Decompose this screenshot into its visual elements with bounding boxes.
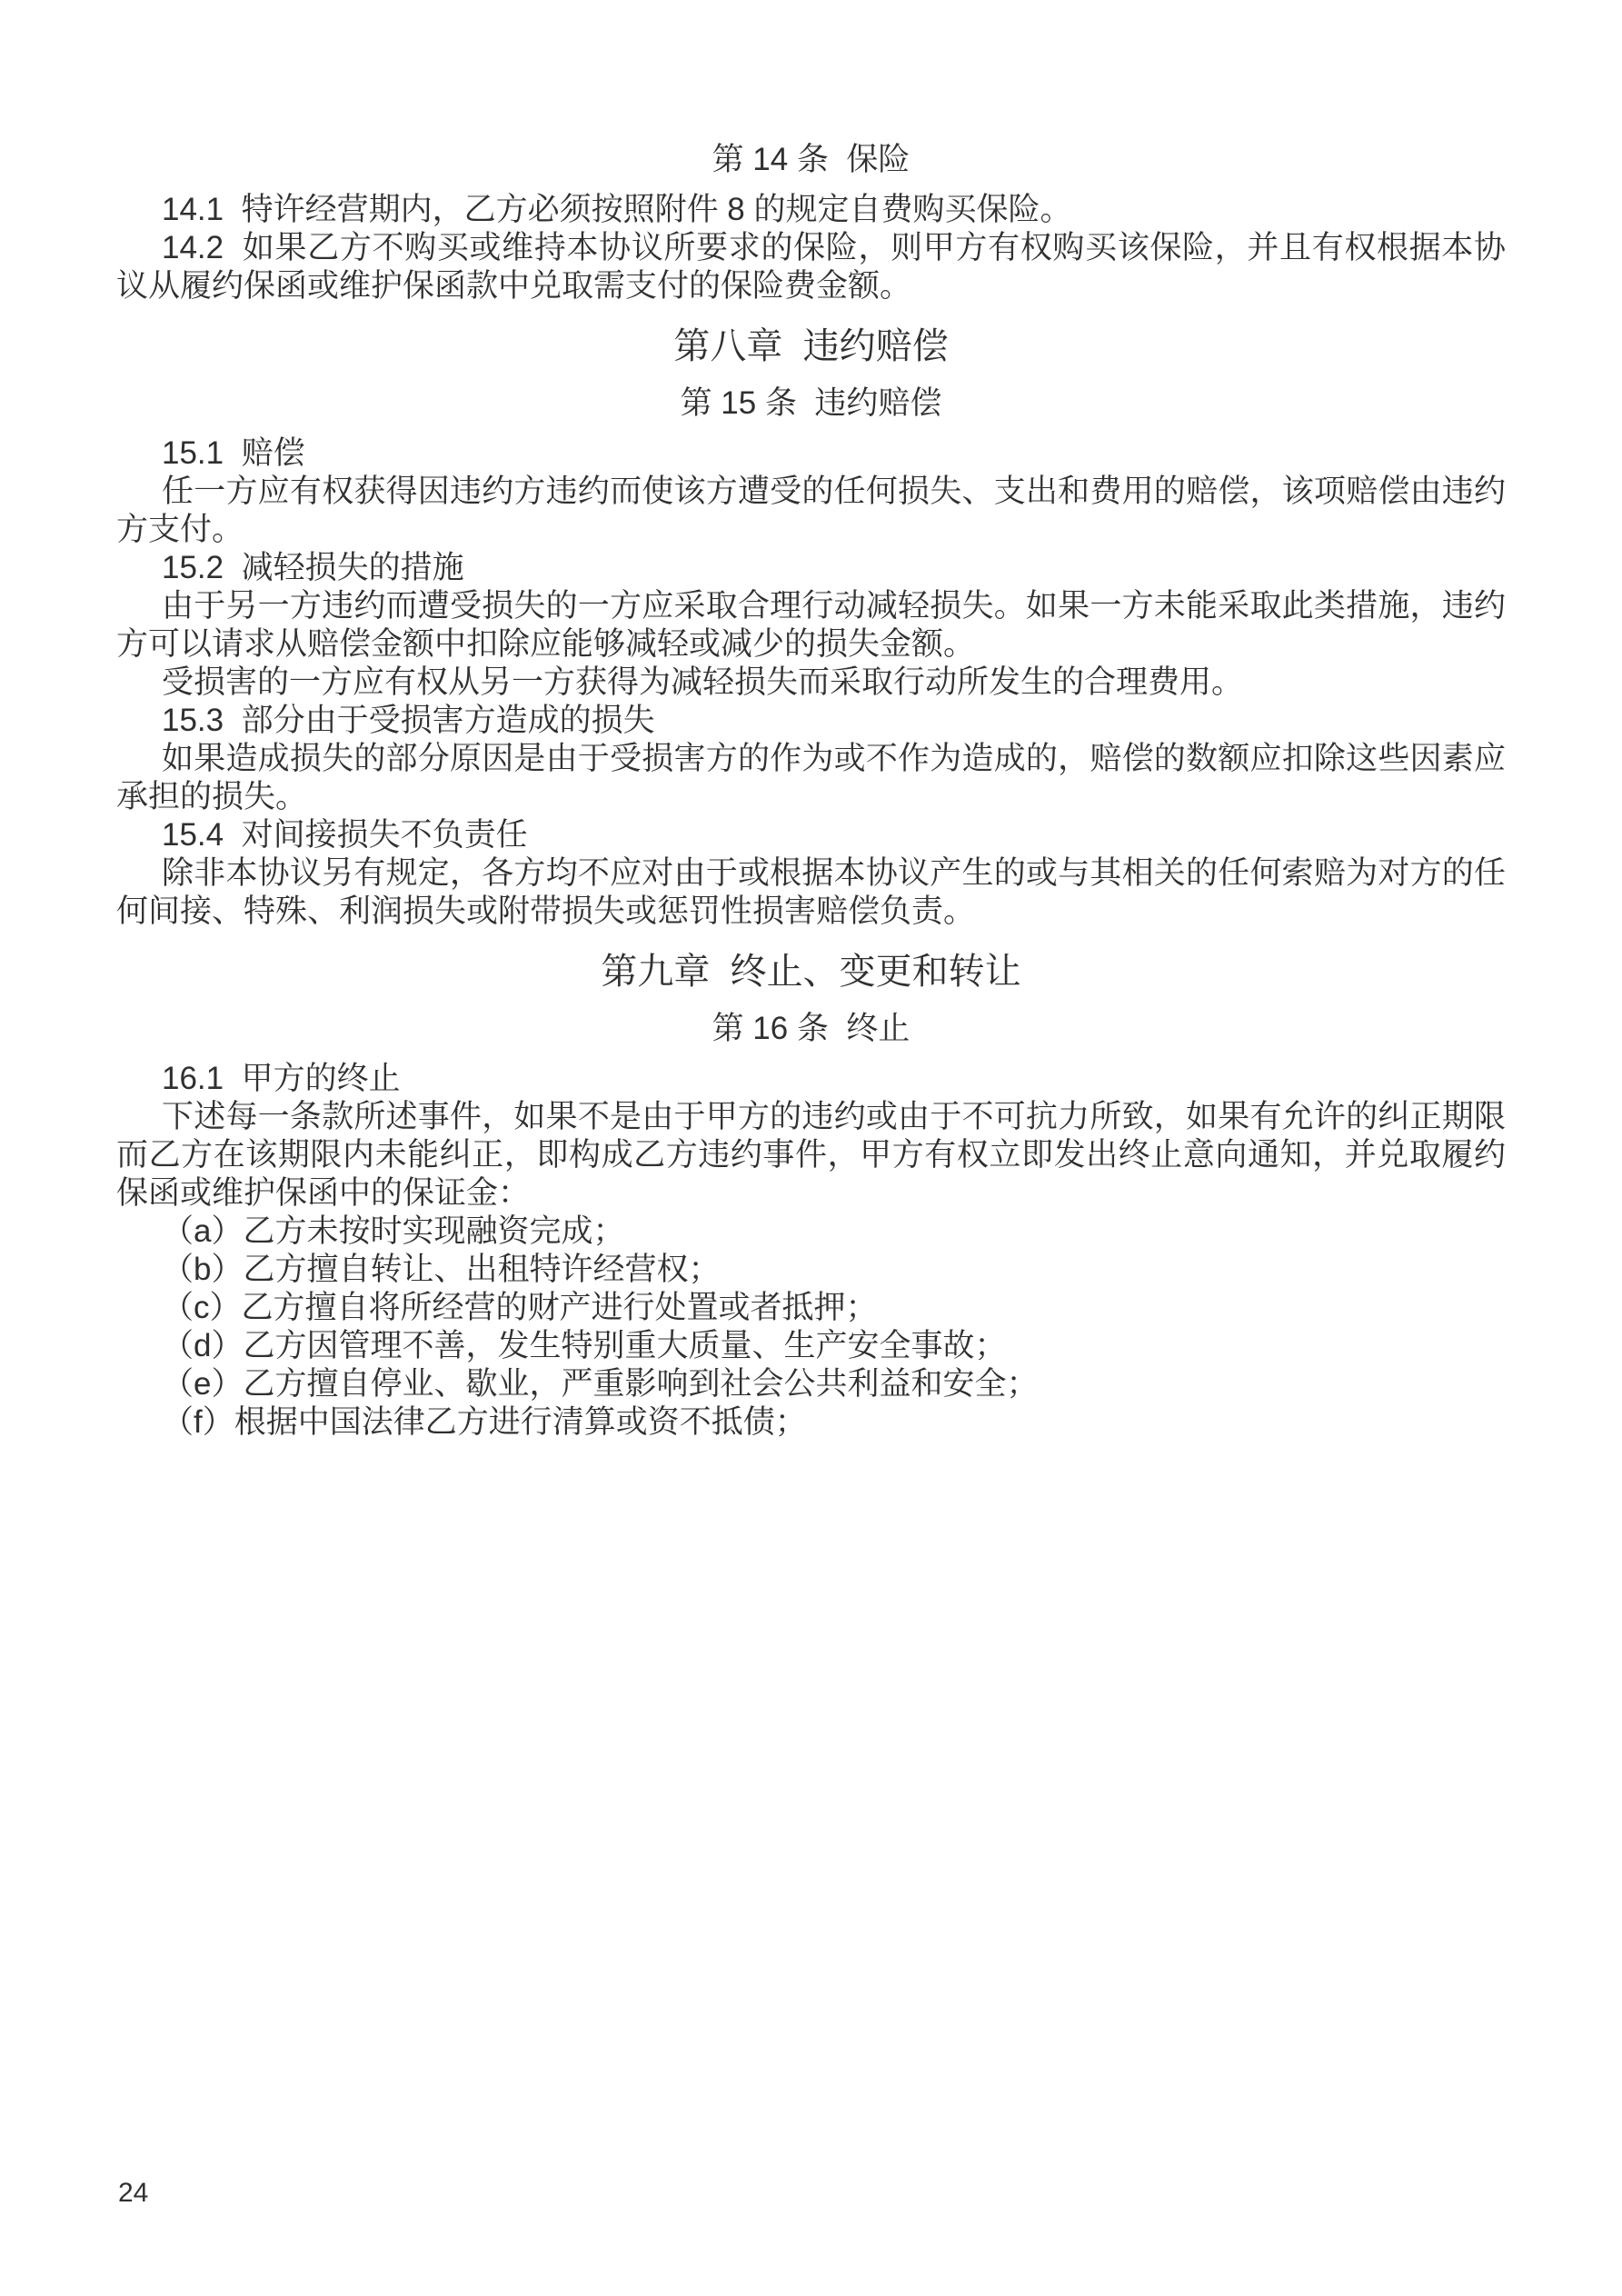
- article-heading: 第 14 条 保险: [711, 142, 911, 177]
- chapter-heading: 第八章 违约赔偿: [673, 326, 949, 366]
- list-item: （c）乙方擅自将所经营的财产进行处置或者抵押；: [162, 1290, 878, 1325]
- paragraph: 受损害的一方应有权从另一方获得为减轻损失而采取行动所发生的合理费用。: [162, 664, 1244, 700]
- list-item: （d）乙方因管理不善，发生特别重大质量、生产安全事故；: [162, 1328, 1007, 1363]
- paragraph: 15.1 赔偿: [162, 435, 305, 471]
- paragraph: 除非本协议另有规定，各方均不应对由于或根据本协议产生的或与其相关的任何索赔为对方的任何间接、特殊、利润损失或附带损失或惩罚性损害赔偿负责。: [116, 855, 1506, 929]
- paragraph: 任一方应有权获得因违约方违约而使该方遭受的任何损失、支出和费用的赔偿，该项赔偿由违约方支付。: [116, 474, 1506, 547]
- chapter-heading: 第九章 终止、变更和转让: [601, 952, 1021, 992]
- paragraph: 由于另一方违约而遭受损失的一方应采取合理行动减轻损失。如果一方未能采取此类措施，违约方可以请求从赔偿金额中扣除应能够减轻或减少的损失金额。: [116, 588, 1506, 662]
- article-heading: 第 15 条 违约赔偿: [680, 385, 942, 421]
- paragraph: 14.1 特许经营期内，乙方必须按照附件 8 的规定自费购买保险。: [162, 192, 1072, 227]
- article-heading: 第 16 条 终止: [711, 1011, 911, 1046]
- paragraph: 16.1 甲方的终止: [162, 1061, 401, 1096]
- page-number: 24: [118, 2178, 149, 2208]
- list-item: （b）乙方擅自转让、出租特许经营权；: [162, 1252, 721, 1287]
- paragraph: 如果造成损失的部分原因是由于受损害方的作为或不作为造成的，赔偿的数额应扣除这些因素应承担的损失。: [116, 741, 1506, 814]
- paragraph: 下述每一条款所述事件，如果不是由于甲方的违约或由于不可抗力所致，如果有允许的纠正期限而乙方在该期限内未能纠正，即构成乙方违约事件，甲方有权立即发出终止意向通知，并兑取履约保函或维护保函中的保证金：: [116, 1099, 1506, 1211]
- list-item: （f）根据中国法律乙方进行清算或资不抵债；: [162, 1404, 807, 1440]
- list-item: （e）乙方擅自停业、歇业，严重影响到社会公共利益和安全；: [162, 1366, 1039, 1402]
- paragraph: 14.2 如果乙方不购买或维持本协议所要求的保险，则甲方有权购买该保险，并且有权根据本协议从履约保函或维护保函款中兑取需支付的保险费金额。: [116, 230, 1506, 304]
- list-item: （a）乙方未按时实现融资完成；: [162, 1213, 625, 1249]
- paragraph: 15.4 对间接损失不负责任: [162, 817, 528, 853]
- paragraph: 15.3 部分由于受损害方造成的损失: [162, 703, 655, 738]
- paragraph: 15.2 减轻损失的措施: [162, 550, 464, 585]
